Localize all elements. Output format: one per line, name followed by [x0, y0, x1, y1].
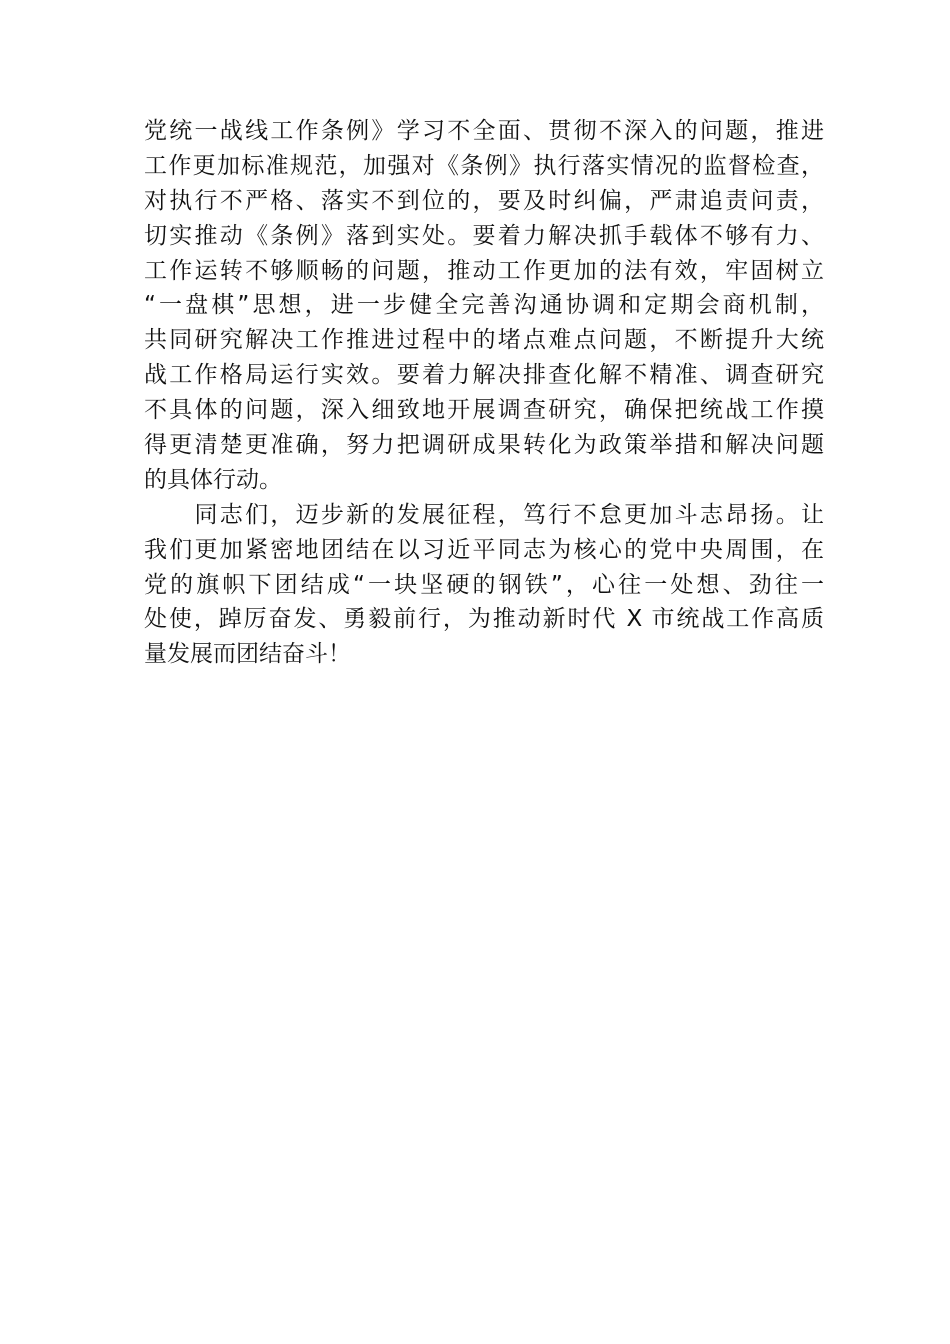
text-line: “一盘棋”思想，进一步健全完善沟通协调和定期会商机制，: [144, 292, 824, 319]
text-line: 量发展而团结奋斗！: [144, 641, 351, 668]
text-line: 工作更加标准规范，加强对《条例》执行落实情况的监督检查，: [144, 152, 824, 179]
text-line: 处使，踔厉奋发、勇毅前行，为推动新时代 X 市统战工作高质: [144, 606, 824, 633]
document-body: [144, 114, 824, 672]
paragraph-1: [144, 114, 824, 498]
text-line: 工作运转不够顺畅的问题，推动工作更加的法有效，牢固树立: [144, 257, 824, 284]
text-line: 切实推动《条例》落到实处。要着力解决抓手载体不够有力、: [144, 222, 824, 249]
text-line: 的具体行动。: [144, 466, 282, 493]
text-line: 得更清楚更准确，努力把调研成果转化为政策举措和解决问题: [144, 432, 824, 459]
text-line: 战工作格局运行实效。要着力解决排查化解不精准、调查研究: [144, 362, 824, 389]
paragraph-2: [144, 498, 824, 672]
text-line: 对执行不严格、落实不到位的，要及时纠偏，严肃追责问责，: [144, 187, 824, 214]
text-line: 我们更加紧密地团结在以习近平同志为核心的党中央周围，在: [144, 536, 824, 563]
text-line: 共同研究解决工作推进过程中的堵点难点问题，不断提升大统: [144, 327, 824, 354]
text-line: 同志们，迈步新的发展征程，笃行不怠更加斗志昂扬。让: [144, 501, 824, 528]
text-line: 党统一战线工作条例》学习不全面、贯彻不深入的问题，推进: [144, 118, 824, 144]
text-line: 不具体的问题，深入细致地开展调查研究，确保把统战工作摸: [144, 397, 824, 424]
text-line: 党的旗帜下团结成“一块坚硬的钢铁”，心往一处想、劲往一: [144, 571, 824, 598]
